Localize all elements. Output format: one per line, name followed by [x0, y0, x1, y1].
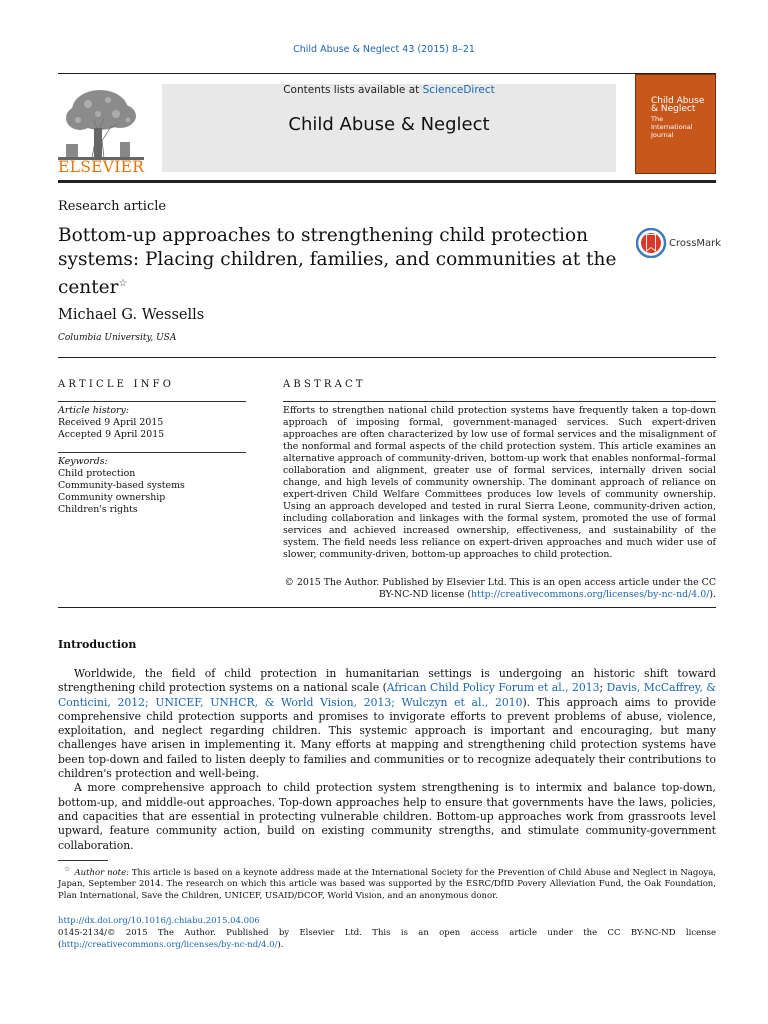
author-name: Michael G. Wessells [58, 307, 205, 323]
elsevier-tree-logo-icon [58, 84, 144, 160]
intro-paragraph-2: A more comprehensive approach to child protection system strengthening is to intermix and balance top-down, bottom-up, and middle-out approaches. Top-down approaches help to ensure that governments have the laws, policies, and capacities that are essential in protecting vulnerable children. Bottom-up approaches work from grassroots level upward, feature community action, build on existing community strengths, and stimulate community-government collaboration. [58, 781, 716, 852]
journal-cover-thumbnail[interactable] [635, 74, 716, 174]
crossmark-label[interactable]: CrossMark [669, 238, 722, 249]
license-close: ). [277, 939, 284, 950]
introduction-heading: Introduction [58, 638, 137, 651]
section-rule [58, 357, 716, 358]
cc-license-link[interactable]: http://creativecommons.org/licenses/by-nc-nd/4.0/ [471, 589, 710, 600]
footnote-mark: ☆ [64, 865, 71, 873]
keywords-block [58, 456, 185, 516]
license-line [58, 928, 716, 951]
cover-line: The [651, 115, 664, 123]
article-info-heading: ARTICLE INFO [58, 379, 175, 390]
copyright-text: © 2015 The Author. Published by Elsevier Ltd. This is an open access article under the CC BY-NC-ND license ( [284, 577, 716, 600]
article-title [58, 224, 618, 300]
intro-text: ; [599, 681, 607, 695]
abstract-heading: ABSTRACT [283, 379, 366, 390]
keyword-item: Children's rights [58, 504, 138, 515]
sciencedirect-link[interactable]: ScienceDirect [422, 84, 495, 96]
citation-link[interactable]: African Child Policy Forum et al., 2013 [386, 681, 600, 695]
intro-text: Worldwide, the field of child protection in humanitarian settings is undergoing an historic shift toward strengthening child protection systems on a national scale ( [58, 667, 716, 695]
copyright-close: ). [709, 589, 716, 600]
article-title-text: Bottom-up approaches to strengthening child protection systems: Placing children, families, and communities at the center [58, 225, 617, 299]
footnote-rule [58, 860, 108, 861]
history-accepted: Accepted 9 April 2015 [58, 429, 165, 440]
history-received: Received 9 April 2015 [58, 417, 164, 428]
abstract-body: Efforts to strengthen national child protection systems have frequently taken a top-down approach of imposing formal, government-managed services. Such expert-driven approaches are often characterized by low use of formal services and the misalignment of the nonformal and formal aspects of the child protection system. This article examines an alternative approach of community-driven, bottom-up work that enables nonformal–formal collaboration and alignment, greater use of formal services, internally driven social change, and high levels of community ownership. The dominant approach of reliance on expert-driven Child Welfare Committees produces low levels of community ownership. Using an approach developed and tested in rural Sierra Leone, community-driven action, including collaboration and linkages with the formal system, promoted the use of formal services and achieved increased ownership, effectiveness, and sustainability of the system. The field needs less reliance on expert-driven approaches and much wider use of slower, community-driven, bottom-up approaches to child protection. [283, 405, 716, 560]
footnote-label: Author note: [74, 867, 129, 878]
license-text: 0145-2134/© 2015 The Author. Published by Elsevier Ltd. This is an open access article under the CC BY-NC-ND license ( [58, 928, 716, 950]
top-rule [58, 73, 716, 74]
section-rule-bottom [58, 607, 716, 608]
keyword-item: Community ownership [58, 492, 166, 503]
citation-link[interactable]: Davis, McCaffrey, & Conticini, 2012; UNICEF, UNHCR, & World Vision, 2013; Wulczyn et al., 2010 [58, 681, 717, 709]
introduction-body [58, 667, 716, 853]
elsevier-wordmark[interactable]: ELSEVIER [58, 158, 145, 176]
intro-paragraph-1 [58, 667, 716, 781]
doi-link[interactable]: http://dx.doi.org/10.1016/j.chiabu.2015.04.006 [58, 916, 260, 926]
contents-prefix: Contents lists available at [283, 84, 423, 96]
abstract-rule [283, 401, 716, 402]
footnote-text: This article is based on a keynote address made at the International Society for the Prevention of Child Abuse and Neglect in Nagoya, Japan, September 2014. The research on which this article was based was supported by the ESRC/DfID Povery Alleviation Fund, the Oak Foundation, Plan International, Save the Children, UNICEF, USAID/DCOF, World Vision, and an anonymous donor. [58, 867, 716, 901]
masthead-rule [58, 180, 716, 183]
article-type: Research article [58, 199, 167, 214]
license-link[interactable]: http://creativecommons.org/licenses/by-nc-nd/4.0/ [61, 939, 278, 950]
keywords-label: Keywords: [58, 456, 108, 467]
cover-line: Child Abuse [651, 96, 705, 106]
contents-line [162, 84, 616, 96]
author-footnote [58, 864, 716, 902]
journal-title[interactable]: Child Abuse & Neglect [288, 114, 490, 135]
cover-text [651, 97, 705, 153]
abstract-copyright [283, 577, 716, 601]
keyword-item: Community-based systems [58, 480, 185, 491]
article-info-rule [58, 401, 246, 402]
intro-text: ). This approach aims to provide comprehensive child protection supports and promises to invigorate efforts to prevent problems of abuse, violence, exploitation, and neglect regarding children. This systemic approach is important and encouraging, but many challenges have arisen in implementing it. Many efforts at mapping and strengthening child protection systems have been top-down and failed to listen deeply to families and communities or to recognize adequately their contributions to children's protection and well-being. [58, 695, 716, 781]
cover-line: Journal [651, 131, 674, 139]
cover-line: & Neglect [651, 104, 696, 114]
history-rule [58, 452, 246, 453]
article-history [58, 405, 164, 441]
keyword-item: Child protection [58, 468, 136, 479]
title-footnote-mark[interactable]: ☆ [118, 278, 128, 289]
journal-reference[interactable]: Child Abuse & Neglect 43 (2015) 8–21 [293, 44, 475, 55]
history-label: Article history: [58, 405, 129, 416]
cover-line: International [651, 123, 693, 131]
affiliation: Columbia University, USA [58, 333, 177, 343]
